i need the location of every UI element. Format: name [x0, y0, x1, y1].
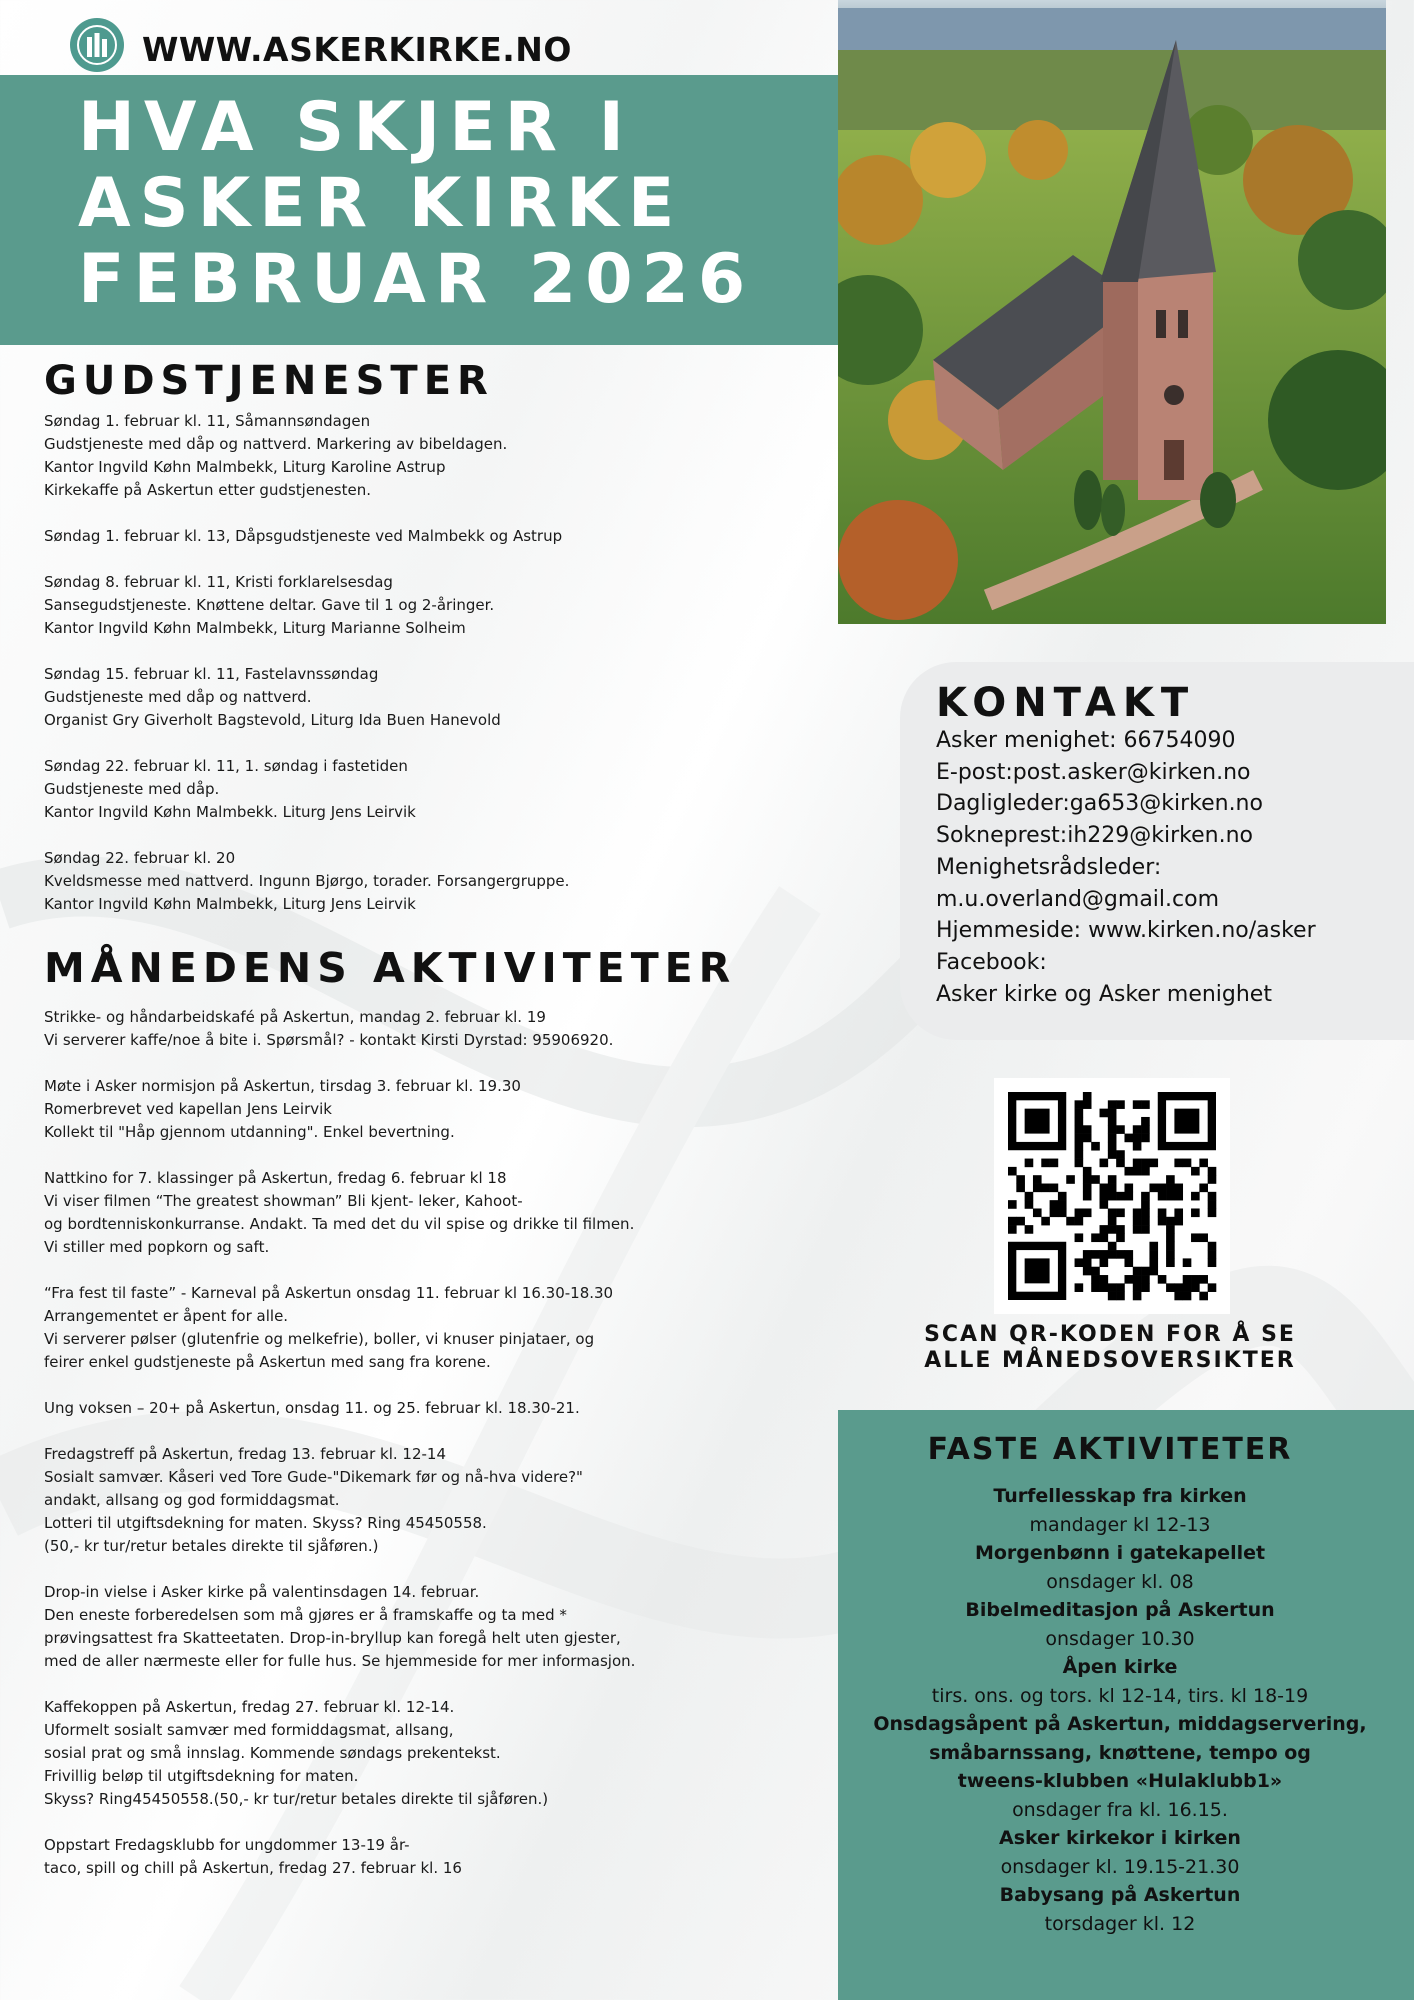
service-entry — [44, 755, 834, 824]
faste-item-time: onsdager kl. 19.15-21.30 — [1000, 1855, 1240, 1878]
activity-line: Sosialt samvær. Kåseri ved Tore Gude-"Dikemark før og nå-hva videre?" — [44, 1468, 583, 1486]
activity-entry — [44, 1696, 834, 1811]
qr-caption-line: ALLE MÅNEDSOVERSIKTER — [924, 1348, 1296, 1373]
activity-entry — [44, 1581, 834, 1673]
faste-item-name: tweens-klubben «Hulaklubb1» — [957, 1770, 1283, 1792]
activity-line: prøvingsattest fra Skatteetaten. Drop-in-bryllup kan foregå helt uten gjester, — [44, 1629, 621, 1647]
activity-line: Lotteri til utgiftsdekning for maten. Skyss? Ring 45450558. — [44, 1514, 487, 1532]
activity-line: Vi viser filmen “The greatest showman” Bli kjent- leker, Kahoot- — [44, 1192, 523, 1210]
activity-line: “Fra fest til faste” - Karneval på Askertun onsdag 11. februar kl 16.30-18.30 — [44, 1284, 614, 1302]
contact-sokneprest[interactable]: Sokneprest:ih229@kirken.no — [936, 823, 1253, 849]
service-line: Organist Gry Giverholt Bagstevold, Liturg Ida Buen Hanevold — [44, 711, 501, 729]
service-entry — [44, 847, 834, 916]
contact-lines — [936, 725, 1386, 1010]
faste-item-name: småbarnssang, knøttene, tempo og — [929, 1741, 1311, 1764]
activity-entry — [44, 1167, 834, 1259]
faste-heading: FASTE AKTIVITETER — [927, 1432, 1293, 1467]
activity-line: Uformelt sosialt samvær med formiddagsmat, allsang, — [44, 1721, 454, 1739]
service-line: Kirkekaffe på Askertun etter gudstjenesten. — [44, 481, 371, 499]
contact-email[interactable]: E-post:post.asker@kirken.no — [936, 759, 1251, 785]
aktiviteter-list — [44, 1006, 834, 1903]
faste-item-time: onsdager 10.30 — [1045, 1627, 1195, 1650]
contact-facebook-label: Facebook: — [936, 949, 1047, 975]
activity-line: Ung voksen – 20+ på Askertun, onsdag 11. og 25. februar kl. 18.30-21. — [44, 1399, 580, 1417]
service-line: Kveldsmesse med nattverd. Ingunn Bjørgo, torader. Forsangergruppe. — [44, 872, 570, 890]
service-entry — [44, 571, 834, 640]
activity-entry — [44, 1075, 834, 1144]
contact-website[interactable]: Hjemmeside: www.kirken.no/asker — [936, 918, 1316, 944]
activity-line: Vi stiller med popkorn og saft. — [44, 1238, 270, 1256]
qr-code[interactable] — [994, 1078, 1230, 1314]
activity-line: med de aller nærmeste eller for fulle hus. Se hjemmeside for mer informasjon. — [44, 1652, 636, 1670]
contact-daglig-leder[interactable]: Dagligleder:ga653@kirken.no — [936, 791, 1263, 817]
faste-item-time: mandager kl 12-13 — [1029, 1513, 1211, 1536]
service-line: Søndag 8. februar kl. 11, Kristi forklarelsesdag — [44, 573, 393, 591]
service-line: Sansegudstjeneste. Knøttene deltar. Gave til 1 og 2-åringer. — [44, 596, 495, 614]
section-heading-gudstjenester: GUDSTJENESTER — [44, 358, 494, 404]
service-line: Søndag 22. februar kl. 11, 1. søndag i fastetiden — [44, 757, 408, 775]
page-title-line-1: HVA SKJER I — [78, 88, 633, 167]
page-title-line-2: ASKER KIRKE — [78, 164, 684, 243]
service-entry — [44, 410, 834, 502]
activity-line: Arrangementet er åpent for alle. — [44, 1307, 289, 1325]
church-photo — [838, 0, 1386, 624]
activity-line: Den eneste forberedelsen som må gjøres er å framskaffe og ta med * — [44, 1606, 567, 1624]
service-line: Gudstjeneste med dåp. — [44, 780, 220, 798]
activity-entry — [44, 1006, 834, 1052]
faste-item-name: Åpen kirke — [1062, 1656, 1178, 1678]
section-heading-aktiviteter: MÅNEDENS AKTIVITETER — [44, 944, 737, 992]
activity-line: Strikke- og håndarbeidskafé på Askertun, mandag 2. februar kl. 19 — [44, 1008, 546, 1026]
faste-item-name: Bibelmeditasjon på Askertun — [965, 1599, 1275, 1621]
service-line: Søndag 15. februar kl. 11, Fastelavnssøndag — [44, 665, 379, 683]
activity-line: Kaffekoppen på Askertun, fredag 27. februar kl. 12-14. — [44, 1698, 455, 1716]
service-entry — [44, 525, 834, 548]
activity-line: Møte i Asker normisjon på Askertun, tirsdag 3. februar kl. 19.30 — [44, 1077, 521, 1095]
service-entry — [44, 663, 834, 732]
activity-line: Vi serverer kaffe/noe å bite i. Spørsmål? - kontakt Kirsti Dyrstad: 95906920. — [44, 1031, 614, 1049]
service-line: Kantor Ingvild Køhn Malmbekk, Liturg Karoline Astrup — [44, 458, 446, 476]
service-line: Søndag 22. februar kl. 20 — [44, 849, 236, 867]
service-line: Gudstjeneste med dåp og nattverd. — [44, 688, 312, 706]
faste-item-name: Morgenbønn i gatekapellet — [974, 1542, 1266, 1564]
activity-entry — [44, 1282, 834, 1374]
faste-item-name: Asker kirkekor i kirken — [999, 1827, 1241, 1849]
church-logo-icon — [70, 18, 124, 72]
activity-line: Drop-in vielse i Asker kirke på valentinsdagen 14. februar. — [44, 1583, 480, 1601]
faste-item-time: torsdager kl. 12 — [1044, 1912, 1196, 1935]
activity-line: Nattkino for 7. klassinger på Askertun, fredag 6. februar kl 18 — [44, 1169, 507, 1187]
activity-line: Oppstart Fredagsklubb for ungdommer 13-19 år- — [44, 1836, 410, 1854]
contact-facebook[interactable]: Asker kirke og Asker menighet — [936, 981, 1272, 1007]
faste-item-time: tirs. ons. og tors. kl 12-14, tirs. kl 18-19 — [931, 1684, 1309, 1707]
activity-line: Fredagstreff på Askertun, fredag 13. februar kl. 12-14 — [44, 1445, 447, 1463]
activity-line: Vi serverer pølser (glutenfrie og melkefrie), boller, vi knuser pinjataer, og — [44, 1330, 595, 1348]
activity-line: Frivillig beløp til utgiftsdekning for maten. — [44, 1767, 359, 1785]
activity-line: taco, spill og chill på Askertun, fredag 27. februar kl. 16 — [44, 1859, 462, 1877]
activity-entry — [44, 1397, 834, 1420]
service-line: Søndag 1. februar kl. 13, Dåpsgudstjeneste ved Malmbekk og Astrup — [44, 527, 563, 545]
qr-caption — [860, 1322, 1360, 1374]
contact-menighetsrad-email[interactable]: m.u.overland@gmail.com — [936, 886, 1220, 912]
contact-heading: KONTAKT — [936, 680, 1196, 726]
page-title-line-3: FEBRUAR 2026 — [78, 240, 755, 319]
activity-line: andakt, allsang og god formiddagsmat. — [44, 1491, 340, 1509]
faste-item-name: Babysang på Askertun — [999, 1884, 1241, 1906]
faste-item-name: Turfellesskap fra kirken — [993, 1485, 1247, 1507]
activity-entry — [44, 1443, 834, 1558]
service-line: Søndag 1. februar kl. 11, Såmannsøndagen — [44, 412, 371, 430]
contact-phone: Asker menighet: 66754090 — [936, 728, 1236, 753]
activity-entry — [44, 1834, 834, 1880]
qr-caption-line: SCAN QR-KODEN FOR Å SE — [924, 1322, 1296, 1347]
activity-line: Skyss? Ring45450558.(50,- kr tur/retur betales direkte til sjåføren.) — [44, 1790, 549, 1808]
site-url[interactable]: WWW.ASKERKIRKE.NO — [142, 30, 572, 69]
activity-line: og bordtenniskonkurranse. Andakt. Ta med det du vil spise og drikke til filmen. — [44, 1215, 635, 1233]
faste-item-name: Onsdagsåpent på Askertun, middagservering, — [873, 1713, 1367, 1735]
faste-list — [860, 1482, 1380, 1938]
gudstjenester-list — [44, 410, 834, 939]
activity-line: sosial prat og små innslag. Kommende søndags prekentekst. — [44, 1744, 501, 1762]
service-line: Kantor Ingvild Køhn Malmbekk, Liturg Jens Leirvik — [44, 895, 416, 913]
service-line: Kantor Ingvild Køhn Malmbekk, Liturg Marianne Solheim — [44, 619, 466, 637]
activity-line: feirer enkel gudstjeneste på Askertun med sang fra korene. — [44, 1353, 491, 1371]
service-line: Gudstjeneste med dåp og nattverd. Markering av bibeldagen. — [44, 435, 508, 453]
activity-line: Kollekt til "Håp gjennom utdanning". Enkel bevertning. — [44, 1123, 455, 1141]
faste-item-time: onsdager fra kl. 16.15. — [1012, 1798, 1228, 1821]
contact-menighetsrad-label: Menighetsrådsleder: — [936, 854, 1162, 880]
service-line: Kantor Ingvild Køhn Malmbekk. Liturg Jens Leirvik — [44, 803, 416, 821]
faste-item-time: onsdager kl. 08 — [1046, 1570, 1194, 1593]
activity-line: (50,- kr tur/retur betales direkte til sjåføren.) — [44, 1537, 379, 1555]
activity-line: Romerbrevet ved kapellan Jens Leirvik — [44, 1100, 332, 1118]
